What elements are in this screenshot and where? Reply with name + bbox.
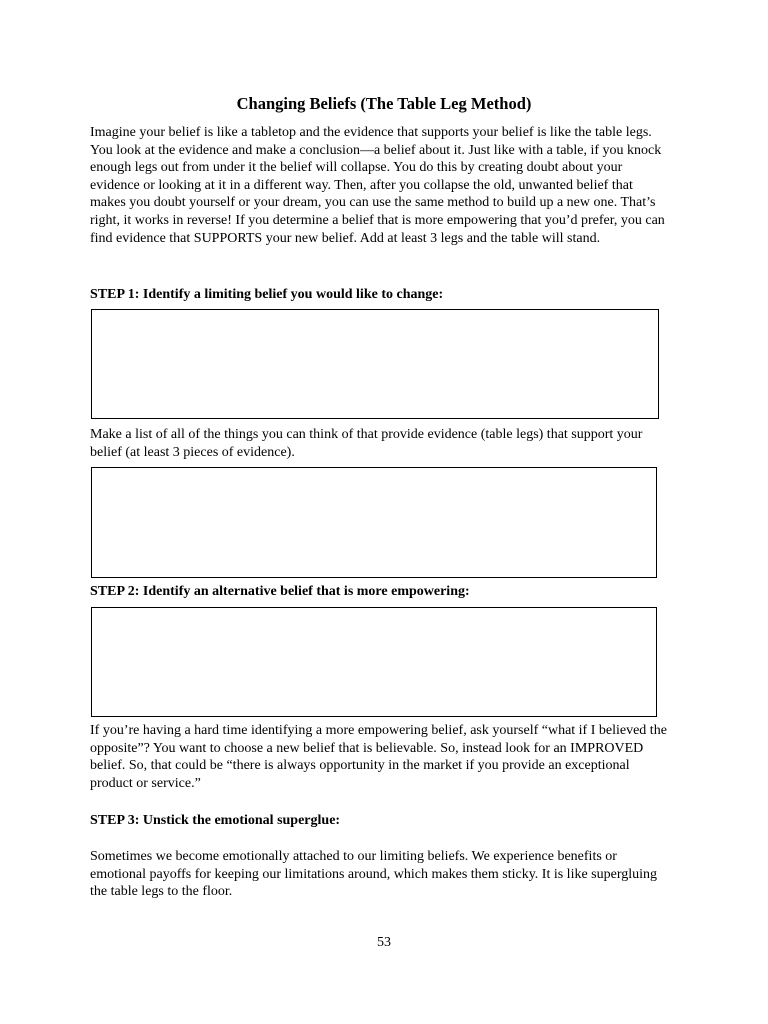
intro-paragraph: Imagine your belief is like a tabletop and the evidence that supports your belief is like the table legs. You look at the evidence and make a conclusion—a belief about it. Just like with a table, if you knock enough legs out from under it the belief will collapse. You do this by creating doubt about your evidence or looking at it in a different way. Then, after you collapse the old, unwanted belief that makes you doubt yourself or your dream, you can use the same method to build up a new one. That’s right, it works in reverse! If you determine a belief that is more empowering that you’d prefer, you can find evidence that SUPPORTS your new belief. Add at least 3 legs and the table will stand. xyxy=(90,125,665,246)
step3-paragraph: Sometimes we become emotionally attached to our limiting beliefs. We experience benefits or emotional payoffs for keeping our limitations around, which makes them sticky. It is like supergluing the table legs to the floor. xyxy=(90,849,658,900)
page-title: Changing Beliefs (The Table Leg Method) xyxy=(236,94,532,113)
limiting-belief-answer-box[interactable] xyxy=(91,309,659,419)
step3-heading: STEP 3: Unstick the emotional superglue: xyxy=(90,813,341,828)
page-number: 53 xyxy=(377,935,391,950)
step1-heading: STEP 1: Identify a limiting belief you would like to change: xyxy=(90,287,444,302)
evidence-answer-box[interactable] xyxy=(91,467,657,578)
empowering-belief-answer-box[interactable] xyxy=(91,607,657,717)
step2-tip-paragraph: If you’re having a hard time identifying a more empowering belief, ask yourself “what if I believed the opposite”? You want to choose a new belief that is believable. So, instead look for an IMPROVED belief. So, that could be “there is always opportunity in the market if you provide an exceptional product or service.” xyxy=(90,723,667,791)
step2-heading: STEP 2: Identify an alternative belief that is more empowering: xyxy=(90,584,470,599)
evidence-instruction: Make a list of all of the things you can think of that provide evidence (table legs) that support your belief (at least 3 pieces of evidence). xyxy=(90,427,643,460)
